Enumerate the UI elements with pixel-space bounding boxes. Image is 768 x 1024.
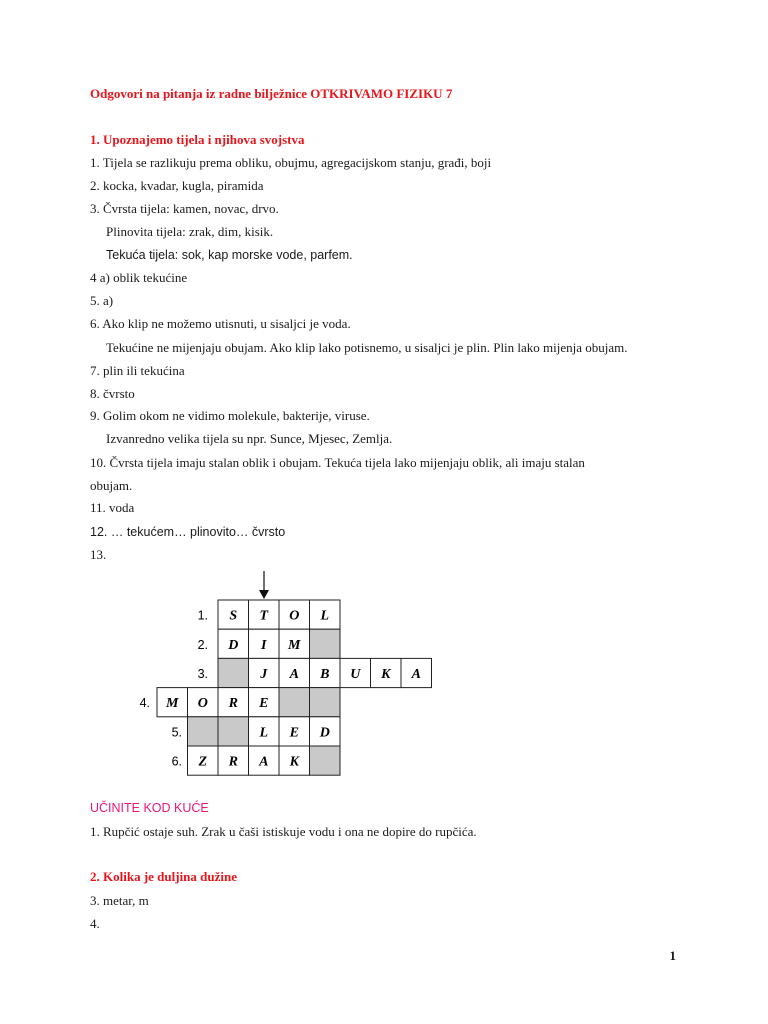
answer-13: 13. — [90, 547, 107, 562]
answer-9: 9. Golim okom ne vidimo molekule, bakterije, viruse. — [90, 408, 370, 423]
crossword-letter: K — [289, 754, 299, 770]
section-2-title: 2. Kolika je duljina dužine — [90, 869, 237, 884]
home-section-title: UČINITE KOD KUĆE — [90, 801, 209, 815]
answer-3: 3. Čvrsta tijela: kamen, novac, drvo. — [90, 201, 279, 216]
crossword-letter: A — [259, 754, 269, 770]
answer-10: 10. Čvrsta tijela imaju stalan oblik i obujam. Tekuća tijela lako mijenjaju oblik, ali imaju stalan — [90, 455, 585, 470]
crossword-letter: T — [259, 608, 269, 624]
answer-3-gases: Plinovita tijela: zrak, dim, kisik. — [106, 224, 274, 239]
crossword-blank-cell — [310, 688, 341, 717]
crossword-letter: L — [259, 725, 269, 741]
crossword-row-number: 2. — [197, 637, 208, 652]
crossword-row-number: 1. — [197, 608, 208, 623]
answer-6: 6. Ako klip ne možemo utisnuti, u sisaljci je voda. — [90, 316, 351, 331]
crossword-blank-cell — [218, 658, 249, 687]
answer-6-continued: Tekućine ne mijenjaju obujam. Ako klip lako potisnemo, u sisaljci je plin. Plin lako mijenja obujam. — [106, 340, 628, 355]
arrow-down-icon — [259, 571, 269, 599]
section-2-answer-4: 4. — [90, 916, 100, 931]
crossword-blank-cell — [188, 717, 219, 746]
answer-7: 7. plin ili tekućina — [90, 363, 185, 378]
answer-4: 4 a) oblik tekućine — [90, 270, 188, 285]
answer-11: 11. voda — [90, 500, 135, 515]
answer-5: 5. a) — [90, 293, 114, 308]
answer-9-continued: Izvanredno velika tijela su npr. Sunce, Mjesec, Zemlja. — [106, 431, 393, 446]
page-number: 1 — [669, 948, 676, 963]
crossword-row-number: 5. — [171, 725, 182, 740]
crossword-blank-cell — [310, 746, 341, 775]
crossword-letter: S — [229, 608, 238, 624]
section-2-answer-3: 3. metar, m — [90, 893, 149, 908]
crossword-letter: A — [289, 667, 299, 682]
crossword-letter: M — [166, 696, 179, 712]
crossword-letter: O — [289, 608, 300, 624]
answer-3-liquids: Tekuća tijela: sok, kap morske vode, parfem. — [106, 248, 353, 262]
crossword-blank-cell — [310, 629, 341, 658]
crossword-letter: Z — [198, 754, 208, 770]
answer-1: 1. Tijela se razlikuju prema obliku, obujmu, agregacijskom stanju, građi, boji — [90, 155, 492, 170]
crossword-letter: R — [228, 754, 238, 770]
crossword-row-number: 6. — [171, 754, 182, 769]
crossword-letter: D — [228, 637, 239, 653]
crossword-letter: M — [288, 637, 301, 653]
home-answer-1: 1. Rupčić ostaje suh. Zrak u čaši istiskuje vodu i ona ne dopire do rupčića. — [90, 824, 477, 839]
crossword-letter: I — [261, 637, 267, 653]
document-header: Odgovori na pitanja iz radne bilježnice OTKRIVAMO FIZIKU 7 — [90, 86, 453, 101]
answer-10-continued: obujam. — [90, 478, 133, 493]
crossword-blank-cell — [279, 688, 310, 717]
section-1-title: 1. Upoznajemo tijela i njihova svojstva — [90, 132, 305, 147]
crossword-letter: K — [381, 667, 391, 682]
crossword-row-number: 3. — [197, 667, 208, 681]
crossword-letter: J — [260, 667, 268, 682]
answer-8: 8. čvrsto — [90, 386, 135, 401]
crossword-letter: R — [228, 696, 238, 712]
answer-2: 2. kocka, kvadar, kugla, piramida — [90, 178, 264, 193]
crossword-letter: D — [319, 725, 330, 741]
crossword-letter: O — [197, 696, 208, 712]
crossword-letter: B — [320, 667, 330, 682]
crossword-letter: L — [320, 608, 330, 624]
answer-12: 12. … tekućem… plinovito… čvrsto — [90, 525, 286, 539]
crossword-letter: A — [411, 667, 421, 682]
crossword-letter: U — [350, 667, 361, 682]
crossword-row-number: 4. — [139, 696, 150, 711]
crossword-letter: E — [259, 696, 269, 712]
crossword-blank-cell — [218, 717, 249, 746]
crossword-letter: E — [289, 725, 299, 741]
